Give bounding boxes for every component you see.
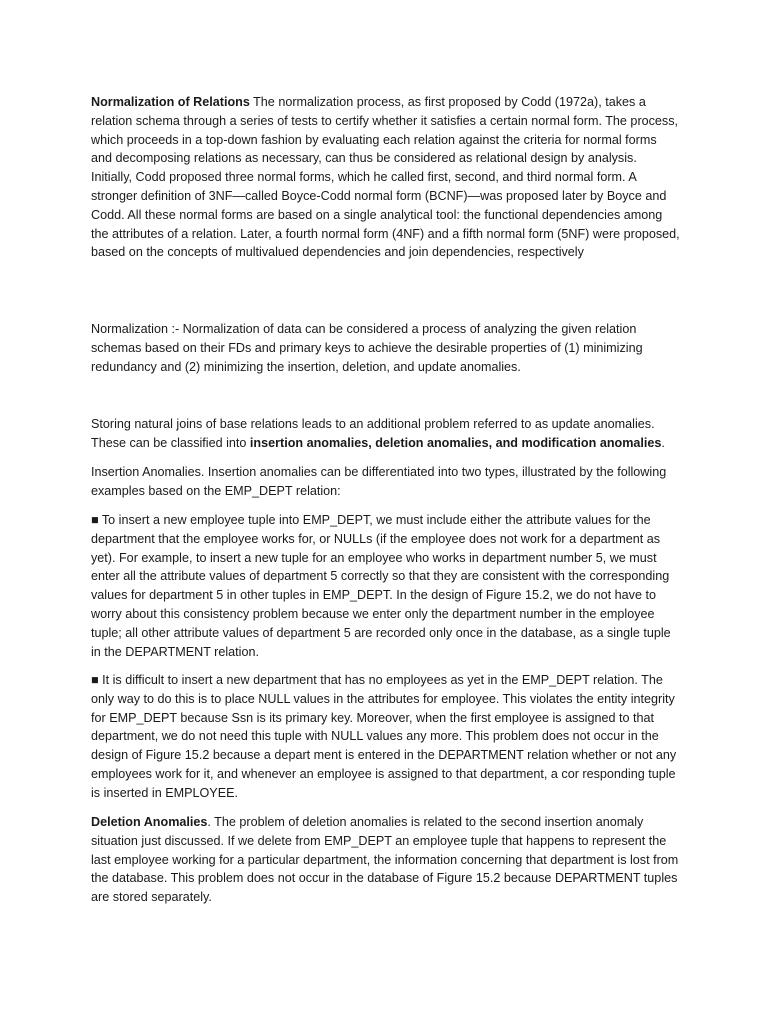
paragraph-text: ■ It is difficult to insert a new department that has no employees as yet in the EMP_DEPT relation. The only way to do this is to place NULL values in the attributes for employee. This violates the entity integrity for EMP_DEPT because Ssn is its primary key. Moreover, when the first employee is assigned to that department, we do not need this tuple with NULL values any more. This problem does not occur in the design of Figure 15.2 because a depart ment is entered in the DEPARTMENT relation whether or not any employees work for it, and whenever an employee is assigned to that department, a cor responding tuple is inserted in EMPLOYEE.: [91, 673, 677, 800]
paragraph-bullet-insert-employee: [91, 511, 681, 661]
paragraph-insertion-anomalies: [91, 463, 681, 501]
paragraph-heading: Normalization of Relations: [91, 95, 250, 109]
paragraph-heading: Deletion Anomalies: [91, 815, 208, 829]
paragraph-text: Insertion Anomalies. Insertion anomalies can be differentiated into two types, illustrated by the following examples based on the EMP_DEPT relation:: [91, 465, 667, 498]
paragraph-text: ■ To insert a new employee tuple into EMP_DEPT, we must include either the attribute values for the department that the employee works for, or NULLs (if the employee does not work for a department as yet). For example, to insert a new tuple for an employee who works in department number 5, we must enter all the attribute values of department 5 correctly so that they are consistent with the corresponding values for department 5 in other tuples in EMP_DEPT. In the design of Figure 15.2, we do not have to worry about this consistency problem because we enter only the department number in the employee tuple; all other attribute values of department 5 are recorded only once in the database, as a single tuple in the DEPARTMENT relation.: [91, 513, 671, 659]
paragraph-normalization-definition: [91, 320, 681, 376]
anomaly-types-bold: insertion anomalies, deletion anomalies, and modification anomalies: [249, 435, 662, 450]
paragraph-normalization-of-relations: [91, 93, 681, 262]
paragraph-text-end: .: [661, 435, 665, 450]
paragraph-text: The normalization process, as first proposed by Codd (1972a), takes a relation schema through a series of tests to certify whether it satisfies a certain normal form. The process, which proceeds in a top-down fashion by evaluating each relation against the criteria for normal forms and decomposing relations as necessary, can thus be considered as relational design by analysis. Initially, Codd proposed three normal forms, which he called first, second, and third normal form. A stronger definition of 3NF—called Boyce-Codd normal form (BCNF)—was proposed later by Boyce and Codd. All these normal forms are based on a single analytical tool: the functional dependencies among the attributes of a relation. Later, a fourth normal form (4NF) and a fifth normal form (5NF) were proposed, based on the concepts of multivalued dependencies and join dependencies, respectively: [91, 95, 680, 260]
paragraph-deletion-anomalies: [91, 813, 681, 907]
paragraph-bullet-insert-department: [91, 671, 681, 803]
paragraph-text: . The problem of deletion anomalies is related to the second insertion anomaly situation just discussed. If we delete from EMP_DEPT an employee tuple that happens to represent the last employee working for a particular department, the information concerning that department is lost from the database. This problem does not occur in the database of Figure 15.2 because DEPARTMENT tuples are stored separately.: [91, 815, 679, 905]
paragraph-update-anomalies: [91, 415, 681, 453]
paragraph-text: Storing natural joins of base relations leads to an additional problem referred to as update anomalies. These can be classified into: [91, 417, 655, 450]
paragraph-text: Normalization :- Normalization of data can be considered a process of analyzing the given relation schemas based on their FDs and primary keys to achieve the desirable properties of (1) minimizing redundancy and (2) minimizing the insertion, deletion, and update anomalies.: [91, 322, 643, 374]
